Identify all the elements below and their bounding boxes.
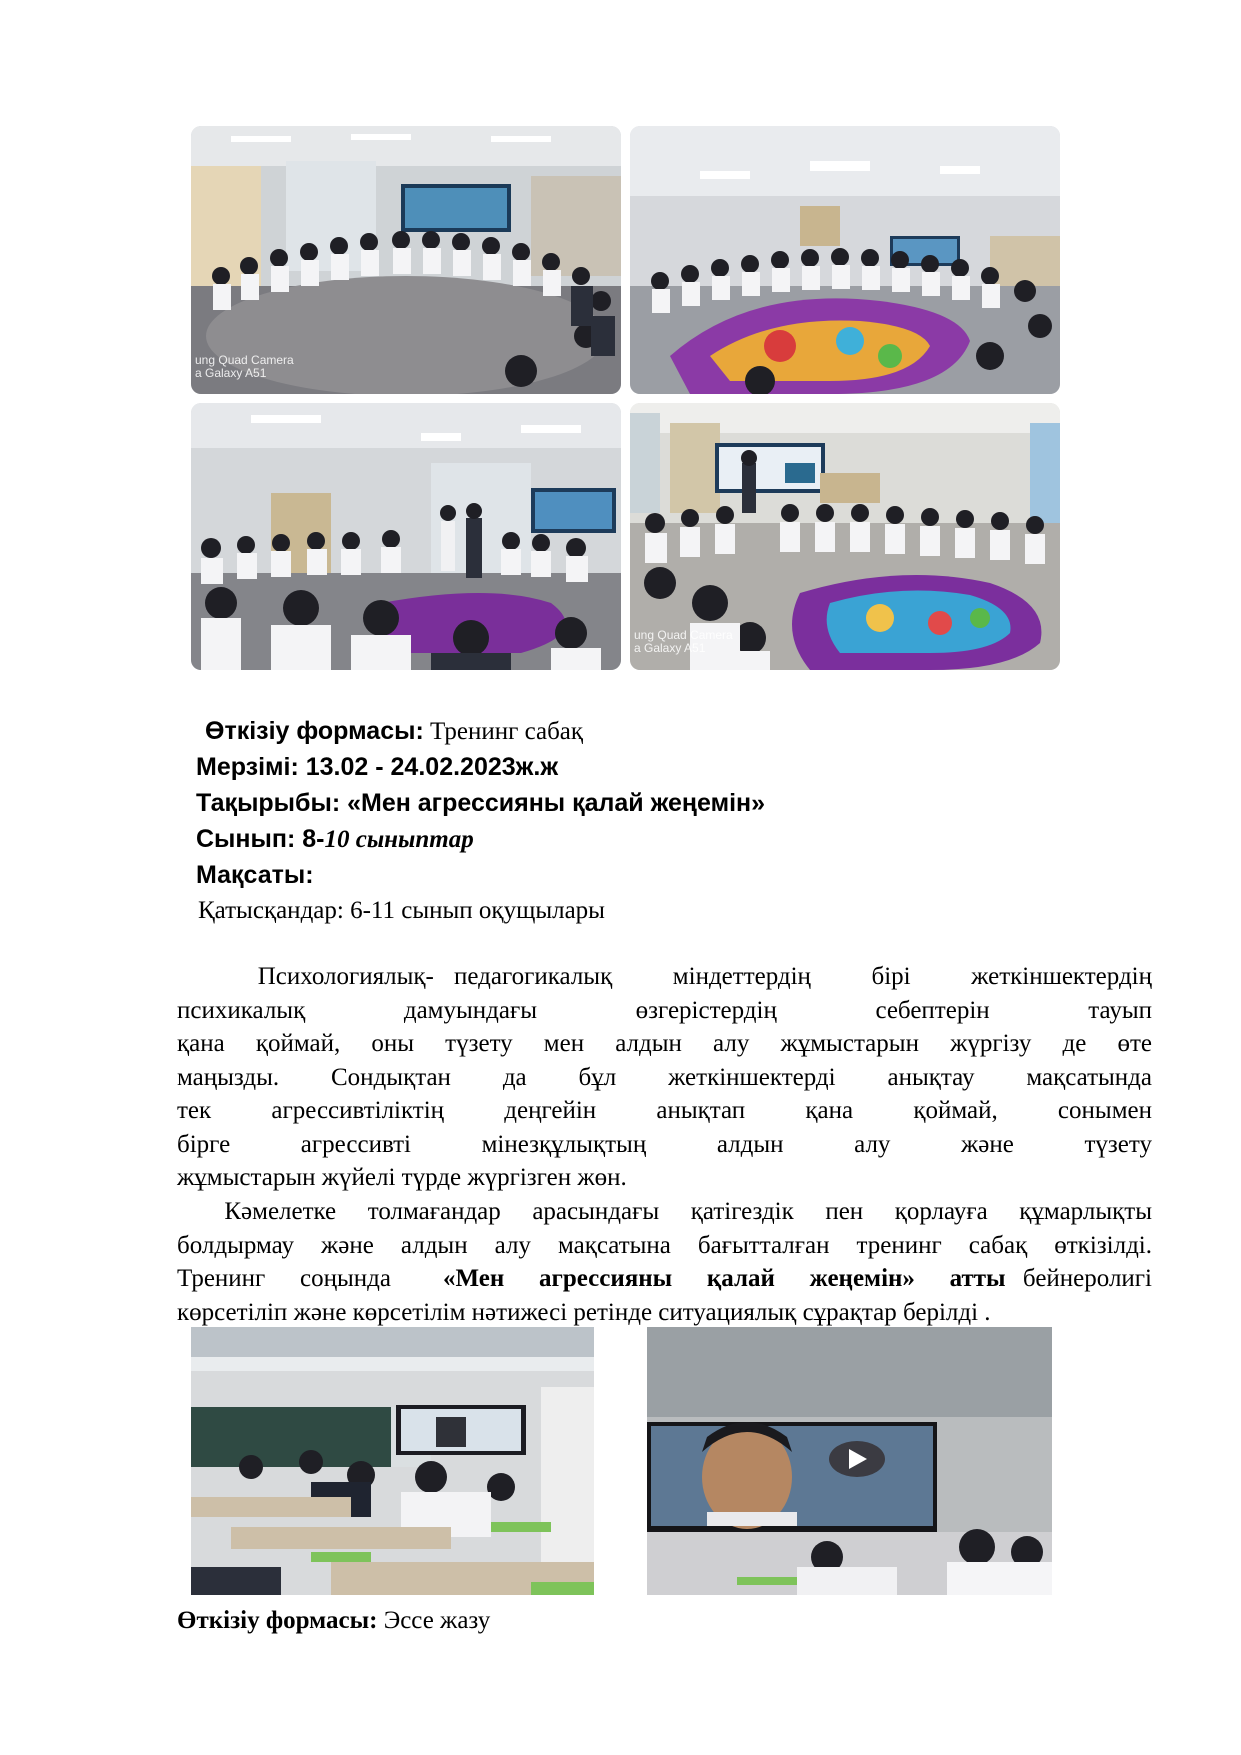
paragraph-line: көрсетіліп және көрсетілім нәтижесі ретінде ситуациялық сұрақтар берілді . [177, 1298, 991, 1326]
camera-watermark-text: ung Quad Camera [634, 628, 733, 642]
photo-training-circle-4 [630, 403, 1060, 670]
photo-classroom-video [191, 1327, 594, 1595]
paragraph-text: Тренинг соңында [177, 1265, 444, 1292]
paragraph-line: Психологиялық- педагогикалық міндеттердің бірі жеткіншектердің [177, 963, 1152, 990]
essay-form-line [177, 1605, 490, 1637]
camera-watermark-text: ung Quad Camera [195, 353, 294, 367]
paragraph-training-summary [177, 1195, 1152, 1329]
paragraph-line-with-title [177, 1262, 1152, 1296]
photo-training-circle-2 [630, 126, 1060, 394]
class-label: Сынып: 8- [196, 825, 325, 853]
paragraph-text: бейнеролигі [1005, 1265, 1152, 1292]
photo-training-circle-1 [191, 126, 621, 394]
camera-watermark-subtext: a Galaxy A51 [195, 366, 267, 380]
paragraph-line: психикалық дамуындағы өзгерістердің себептерін тауып [177, 996, 1152, 1024]
paragraph-line: болдырмау және алдын алу мақсатына бағытталған тренинг сабақ өткізілді. [177, 1231, 1152, 1259]
participants-line: Қатысқандар: 6-11 сынып оқущылары [198, 897, 605, 924]
essay-form-label: Өткізіу формасы: [177, 1607, 378, 1634]
form-label: Өткізіу формасы: [205, 717, 424, 745]
photo-student-on-screen [647, 1327, 1052, 1595]
essay-form-value: Эссе жазу [377, 1607, 491, 1634]
form-line [205, 715, 583, 748]
paragraph-line: тек агрессивтіліктің деңгейін анықтап қана қоймай, сонымен [177, 1097, 1152, 1124]
goal-line: Мақсаты: [196, 861, 314, 889]
date-line: Мерзімі: 13.02 - 24.02.2023ж.ж [196, 753, 559, 781]
paragraph-line: бірге агрессивті мінезқұлықтың алдын алу және түзету [177, 1130, 1152, 1158]
camera-watermark-subtext: a Galaxy A51 [634, 641, 706, 655]
form-value: Тренинг сабақ [423, 718, 584, 745]
class-value: 10 сыныптар [324, 826, 474, 853]
paragraph-importance [177, 960, 1152, 1195]
paragraph-line: маңызды. Сондықтан да бұл жеткіншектерді анықтау мақсатында [177, 1063, 1152, 1091]
topic-line: Тақырыбы: «Мен агрессияны қалай жеңемін» [196, 789, 766, 817]
video-title: «Мен агрессияны қалай жеңемін» атты [443, 1265, 1006, 1292]
paragraph-line: Кәмелетке толмағандар арасындағы қатігездік пен қорлауға құмарлықты [177, 1198, 1152, 1225]
paragraph-line: қана қоймай, оны түзету мен алдын алу жұмыстарын жүргізу де өте [177, 1030, 1152, 1057]
photo-training-circle-3 [191, 403, 621, 670]
class-line [196, 823, 474, 856]
paragraph-line: жұмыстарын жүйелі түрде жүргізген жөн. [177, 1164, 627, 1191]
